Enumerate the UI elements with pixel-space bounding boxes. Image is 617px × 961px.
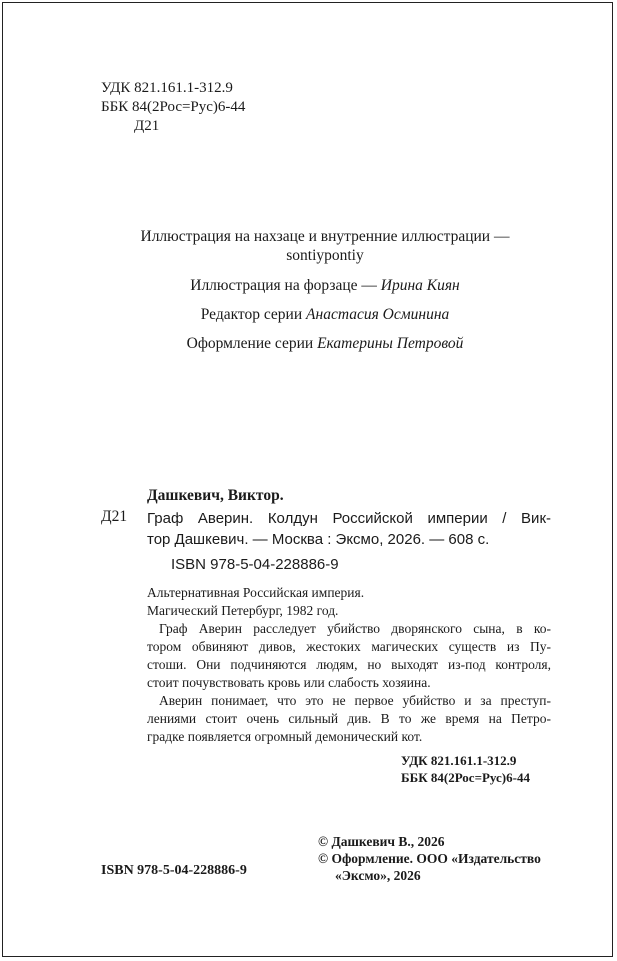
design-credit-prefix: Оформление серии bbox=[186, 335, 314, 352]
annotation-line: Магический Петербург, 1982 год. bbox=[147, 603, 339, 618]
annotation-line: тором обвиняют дивов, жестоких магических существ из Пу- bbox=[147, 639, 551, 654]
biblio-line-2: тор Дашкевич. — Москва : Эксмо, 2026. — 608 с. bbox=[147, 531, 490, 548]
copyright-line: © Оформление. ООО «Издательство bbox=[318, 851, 541, 866]
design-credit bbox=[60, 334, 590, 353]
illustration-credit-line2: sontiypontiy bbox=[286, 247, 364, 264]
biblio-line-1: Граф Аверин. Колдун Российской империи / Вик- bbox=[147, 510, 551, 527]
footer-bbk-code: ББК 84(2Рос=Рус)6-44 bbox=[401, 770, 530, 785]
header-classification bbox=[101, 79, 245, 136]
copyright-line: © Дашкевич В., 2026 bbox=[318, 834, 445, 849]
copyright-block bbox=[318, 833, 541, 884]
annotation-line: Аверин понимает, что это не первое убийство и за преступ- bbox=[159, 693, 551, 708]
udk-code: УДК 821.161.1-312.9 bbox=[101, 80, 233, 96]
endpaper-credit bbox=[60, 276, 590, 295]
annotation-line: стоши. Они подчиняются людям, но выходят из-под контроля, bbox=[147, 657, 551, 672]
credits-block bbox=[60, 227, 590, 353]
annotation-line: Альтернативная Российская империя. bbox=[147, 585, 365, 600]
annotation-line: стоит почувствовать кровь или слабость хозяина. bbox=[147, 675, 431, 690]
card-bibliographic-record bbox=[147, 508, 551, 550]
isbn-bottom: ISBN 978-5-04-228886-9 bbox=[101, 863, 247, 878]
card-author: Дашкевич, Виктор. bbox=[147, 487, 284, 504]
bbk-code: ББК 84(2Рос=Рус)6-44 bbox=[101, 99, 246, 115]
annotation-line: Граф Аверин расследует убийство дворянского сына, в ко- bbox=[159, 621, 551, 636]
annotation-line: лениями стоит очень сильный див. В то же время на Петро- bbox=[147, 711, 551, 726]
page-frame bbox=[2, 2, 613, 957]
editor-credit bbox=[60, 305, 590, 324]
copyright-line: «Эксмо», 2026 bbox=[335, 868, 421, 883]
annotation-line: градке появляется огромный демонический кот. bbox=[147, 729, 423, 744]
design-credit-name: Екатерины Петровой bbox=[317, 335, 464, 352]
card-author-mark: Д21 bbox=[101, 508, 128, 525]
editor-credit-prefix: Редактор серии bbox=[200, 306, 303, 323]
endpaper-credit-name: Ирина Киян bbox=[380, 277, 460, 294]
card-isbn: ISBN 978-5-04-228886-9 bbox=[171, 556, 339, 573]
author-mark: Д21 bbox=[134, 118, 160, 134]
footer-classification bbox=[401, 752, 530, 786]
illustration-credit-line1: Иллюстрация на нахзаце и внутренние иллюстрации — bbox=[140, 228, 510, 245]
footer-udk-code: УДК 821.161.1-312.9 bbox=[401, 753, 517, 768]
endpaper-credit-prefix: Иллюстрация на форзаце — bbox=[190, 277, 377, 294]
annotation bbox=[147, 584, 551, 746]
editor-credit-name: Анастасия Осминина bbox=[306, 306, 450, 323]
